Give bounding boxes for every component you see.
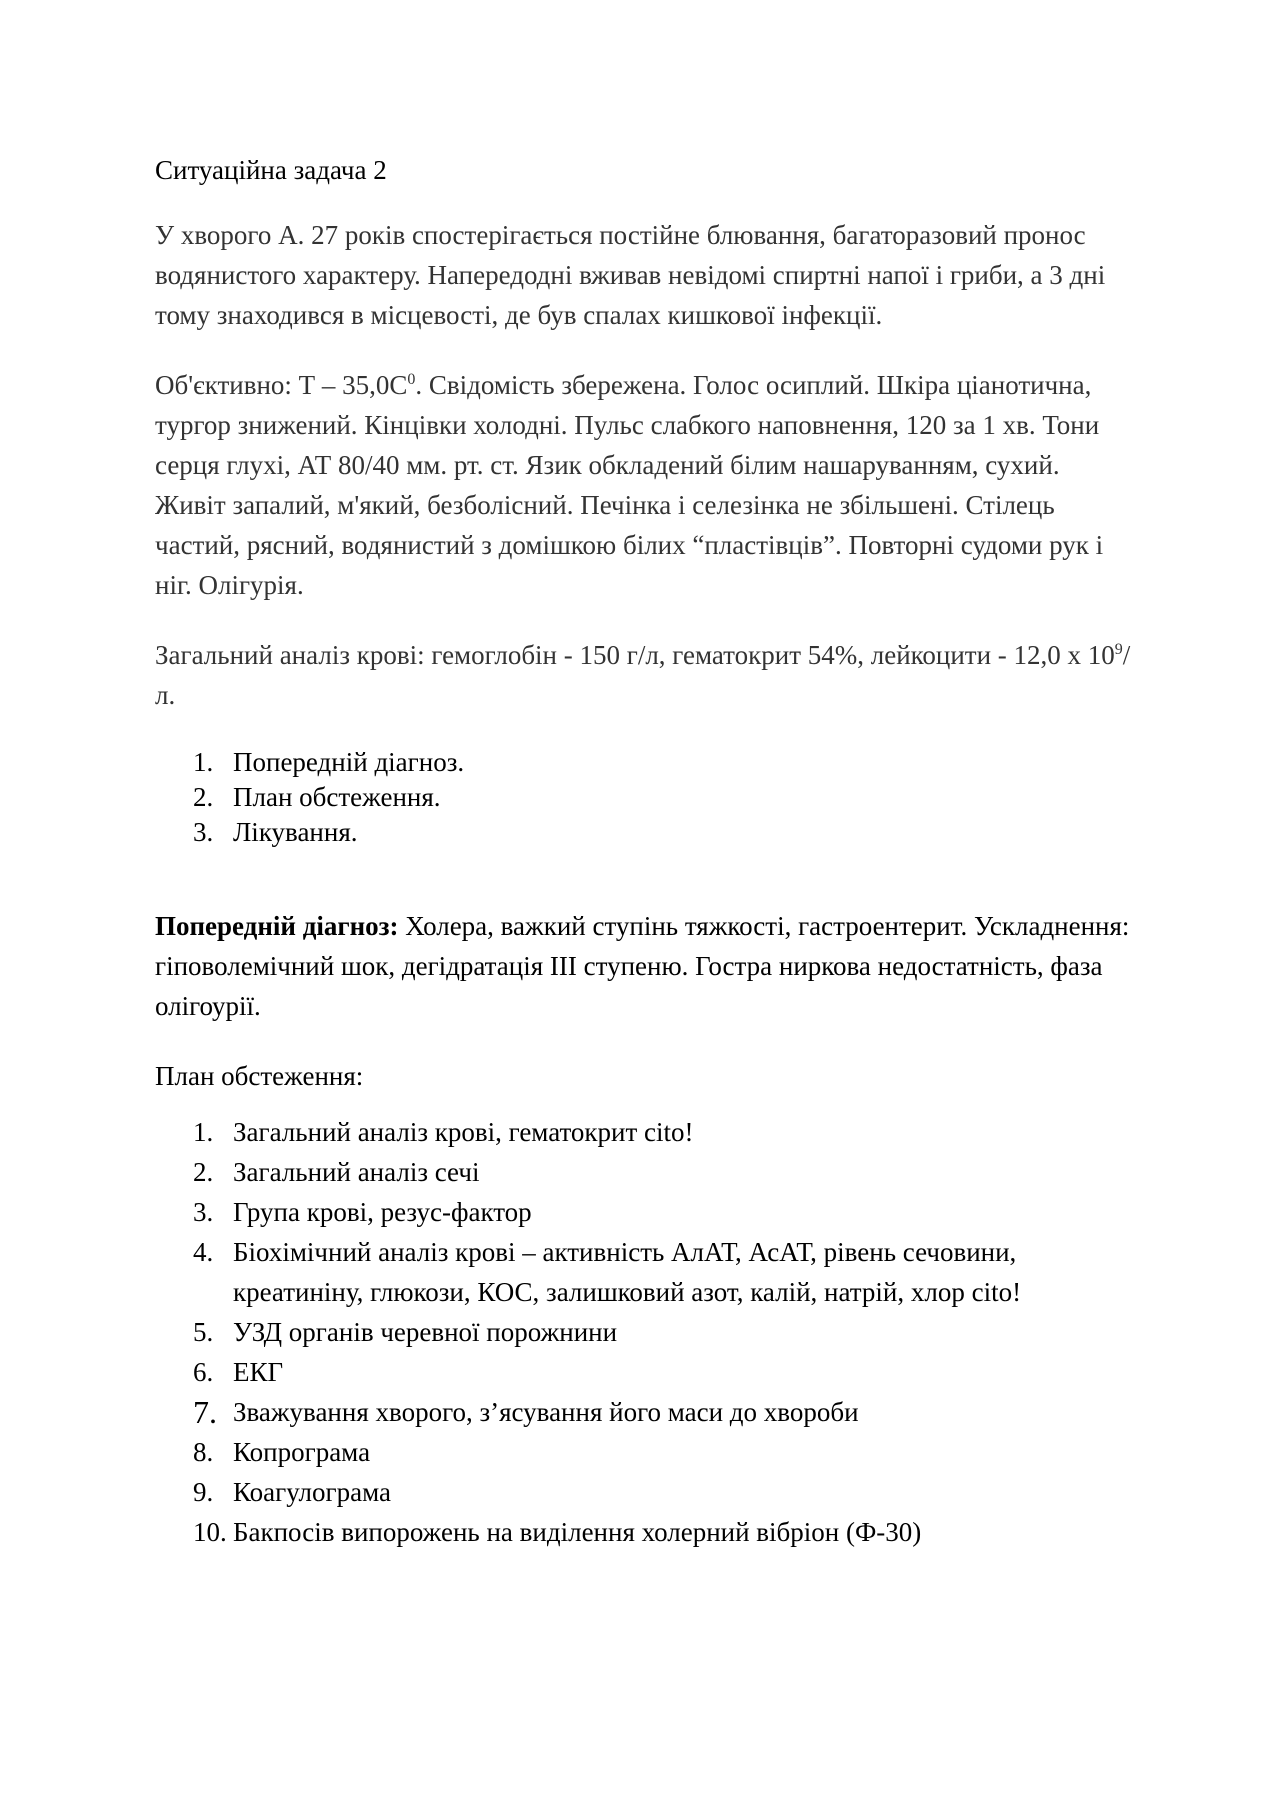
degree-superscript: 0 (407, 371, 416, 388)
list-text: Бакпосів випорожень на виділення холерний вібріон (Ф-30) (233, 1517, 922, 1547)
list-item (155, 780, 1135, 815)
list-number: 8. (193, 1437, 214, 1467)
list-text: Попередній діагноз. (233, 747, 465, 777)
list-text: Зважування хворого, з’ясування його маси до хвороби (233, 1397, 859, 1427)
list-number: 1. (193, 747, 214, 777)
diagnosis-text: Холера, важкий ступінь тяжкості, гастроентерит. Ускладнення: гіповолемічний шок, дегідратація ІІІ ступеню. Гостра ниркова недостатність, фаза олігоурії. (155, 911, 1130, 1021)
diagnosis-paragraph (155, 906, 1135, 1026)
list-item (155, 1152, 1135, 1192)
list-item (155, 815, 1135, 850)
list-text: Біохімічний аналіз крові – активність АлАТ, АсАТ, рівень сечовини, креатиніну, глюкози, КОС, залишковий азот, калій, натрій, хлор cito! (233, 1237, 1022, 1307)
list-number: 1. (193, 1117, 214, 1147)
list-text: План обстеження. (233, 782, 441, 812)
list-text: Коагулограма (233, 1477, 391, 1507)
objective-prefix: Об'єктивно: Т – 35,0С (155, 370, 408, 400)
list-number: 2. (193, 1157, 214, 1187)
list-number: 3. (193, 1197, 214, 1227)
questions-list (155, 745, 1135, 850)
list-item (155, 1512, 1135, 1552)
list-number: 9. (193, 1477, 214, 1507)
list-item (155, 1392, 1135, 1432)
list-number: 3. (193, 817, 214, 847)
list-number: 10. (193, 1517, 227, 1547)
list-text: Загальний аналіз сечі (233, 1157, 480, 1187)
list-number: 4. (193, 1237, 214, 1267)
objective-paragraph (155, 365, 1135, 605)
list-item (155, 1432, 1135, 1472)
list-item (155, 1312, 1135, 1352)
history-paragraph: У хворого А. 27 років спостерігається постійне блювання, багаторазовий пронос водянистого характеру. Напередодні вживав невідомі спиртні напої і гриби, а 3 дні тому знаходився в місцевості, де був спалах кишкової інфекції. (155, 220, 1106, 330)
list-text: ЕКГ (233, 1357, 284, 1387)
exponent-superscript: 9 (1114, 641, 1123, 658)
blood-test-suffix: /л. (155, 640, 1131, 710)
list-item (155, 745, 1135, 780)
list-number: 7. (193, 1394, 217, 1430)
document-title: Ситуаційна задача 2 (155, 155, 387, 185)
list-text: Група крові, резус-фактор (233, 1197, 532, 1227)
list-item (155, 1112, 1135, 1152)
list-item (155, 1352, 1135, 1392)
list-item (155, 1472, 1135, 1512)
objective-rest: . Свідомість збережена. Голос осиплий. Шкіра ціанотична, тургор знижений. Кінцівки холодні. Пульс слабкого наповнення, 120 за 1 хв. Тони серця глухі, АТ 80/40 мм. рт. ст. Язик обкладений білим нашаруванням, сухий. Живіт запалий, м'який, безболісний. Печінка і селезінка не збільшені. Стілець частий, рясний, водянистий з домішкою білих “пластівців”. Повторні судоми рук і ніг. Олігурія. (155, 370, 1104, 600)
list-item (155, 1192, 1135, 1232)
plan-list (155, 1112, 1135, 1552)
plan-title: План обстеження: (155, 1061, 364, 1091)
list-text: Загальний аналіз крові, гематокрит cito! (233, 1117, 694, 1147)
document-page (155, 150, 1135, 1552)
list-item (155, 1232, 1135, 1312)
list-text: Копрограма (233, 1437, 371, 1467)
blood-test-prefix: Загальний аналіз крові: гемоглобін - 150 г/л, гематокрит 54%, лейкоцити - 12,0 х 10 (155, 640, 1115, 670)
list-number: 6. (193, 1357, 214, 1387)
diagnosis-label: Попередній діагноз: (155, 911, 399, 941)
list-number: 5. (193, 1317, 214, 1347)
blood-test-paragraph (155, 635, 1135, 715)
list-number: 2. (193, 782, 214, 812)
list-text: УЗД органів черевної порожнини (233, 1317, 618, 1347)
list-text: Лікування. (233, 817, 358, 847)
